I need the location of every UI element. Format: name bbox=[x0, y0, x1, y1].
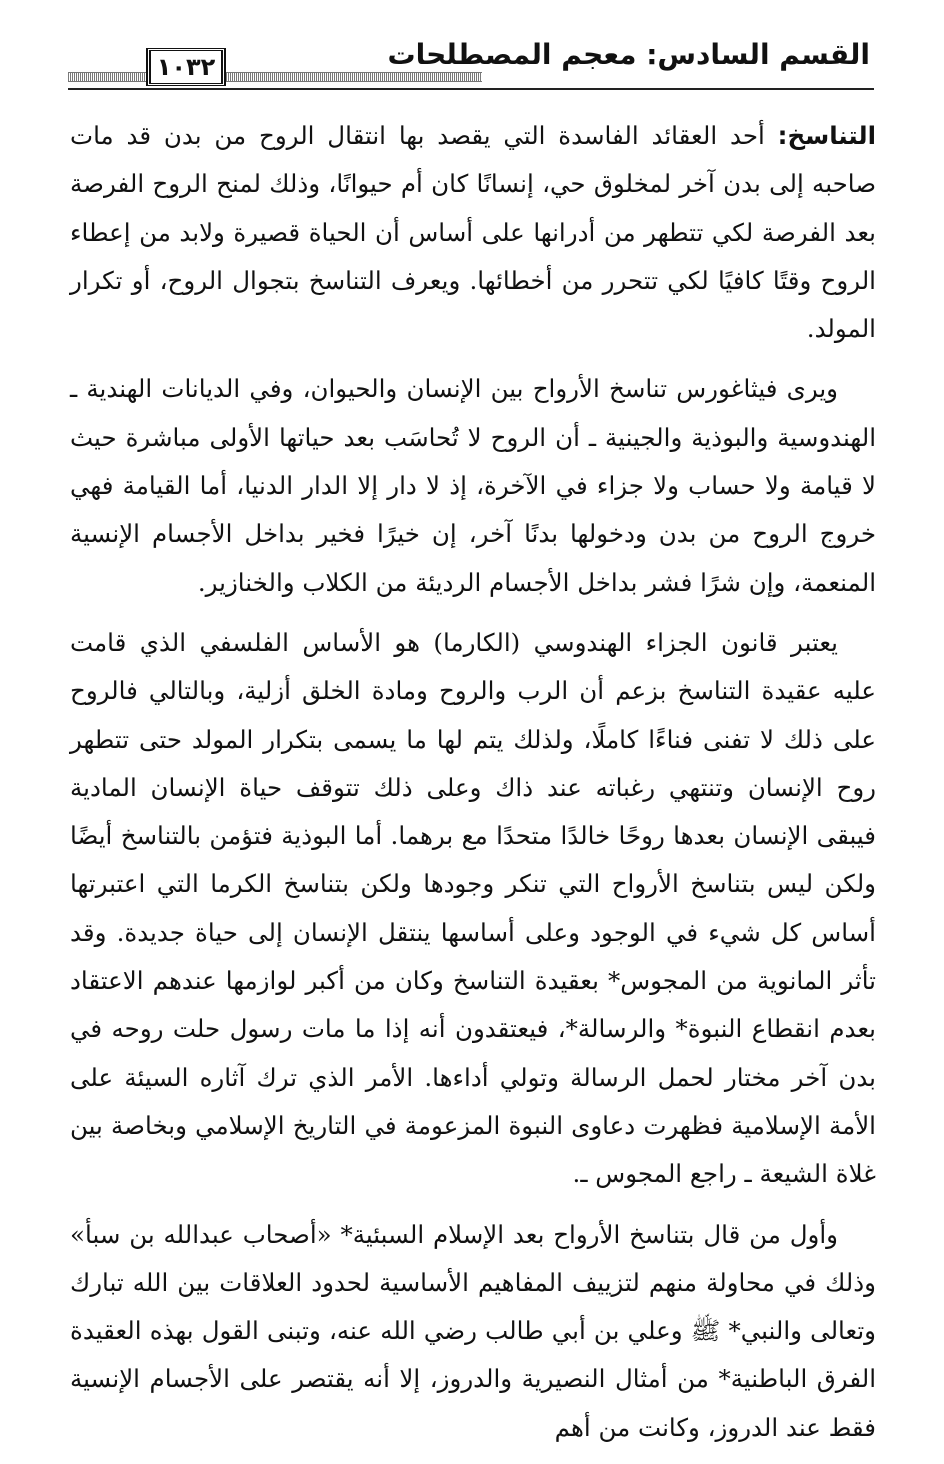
entry-paragraph-2: ويرى فيثاغورس تناسخ الأرواح بين الإنسان والحيوان، وفي الديانات الهندية ـ الهندوسية والبوذية والجينية ـ أن الروح لا تُحاسَب بعد حياتها الأولى مباشرة حيث لا قيامة ولا حساب ولا جزاء في الآخرة، إذ لا دار إلا الدار الدنيا، أما القيامة فهي خروج الروح من بدن ودخولها بدنًا آخر، إن خيرًا فخير بداخل الأجسام الإنسية المنعمة، وإن شرًا فشر بداخل الأجسام الرديئة من الكلاب والخنازير. bbox=[70, 374, 876, 597]
entry-paragraph-4: وأول من قال بتناسخ الأرواح بعد الإسلام السبئية* «أصحاب عبدالله بن سبأ» وذلك في محاولة منهم لتزييف المفاهيم الأساسية لحدود العلاقات بين الله تبارك وتعالى والنبي* ﷺ وعلي بن أبي طالب رضي الله عنه، وتبنى القول بهذه العقيدة الفرق الباطنية* من أمثال النصيرية والدروز، إلا أنه يقتصر على الأجسام الإنسية فقط عند الدروز، وكانت من أهم bbox=[70, 1219, 876, 1442]
paragraph-text: أحد العقائد الفاسدة التي يقصد بها انتقال الروح من بدن قد مات صاحبه إلى بدن آخر لمخلوق حي، إنسانًا كان أم حيوانًا، وذلك لمنح الروح الفرصة بعد الفرصة لكي تتطهر من أدرانها على أساس أن الحياة قصيرة ولابد من إعطاء الروح وقتًا كافيًا لكي تتحرر من أخطائها. ويعرف التناسخ بتجوال الروح، أو تكرار المولد. bbox=[70, 121, 876, 344]
page-number: ١٠٣٢ bbox=[146, 48, 226, 86]
entry-paragraph-1 bbox=[70, 112, 876, 353]
entry-paragraph-3: يعتبر قانون الجزاء الهندوسي (الكارما) هو الأساس الفلسفي الذي قامت عليه عقيدة التناسخ بزعم أن الرب والروح ومادة الخلق أزلية، وبالتالي فالروح على ذلك لا تفنى فناءًا كاملًا، ولذلك يتم لها ما يسمى بتكرار المولد حتى تتطهر روح الإنسان وتنتهي رغباته عند ذاك وعلى ذلك تتوقف حياة الإنسان المادية فيبقى الإنسان بعدها روحًا خالدًا متحدًا مع برهما. أما البوذية فتؤمن بالتناسخ أيضًا ولكن ليس بتناسخ الأرواح التي تنكر وجودها ولكن بتناسخ الكرما التي اعتبرتها أساس كل شيء في الوجود وعلى أساسها ينتقل الإنسان إلى حياة جديدة. وقد تأثر المانوية من المجوس* بعقيدة التناسخ وكان من أكبر لوازمها عندهم الاعتقاد بعدم انقطاع النبوة* والرسالة*، فيعتقدون أنه إذا ما مات رسول حلت روحه في بدن آخر مختار لحمل الرسالة وتولي أداءها. الأمر الذي ترك آثاره السيئة على الأمة الإسلامية فظهرت دعاوى النبوة المزعومة في التاريخ الإسلامي وبخاصة بين غلاة الشيعة ـ راجع المجوس ـ. bbox=[70, 627, 876, 1189]
running-header bbox=[68, 36, 874, 90]
header-hatch-rule bbox=[226, 72, 482, 82]
header-divider bbox=[68, 88, 874, 90]
page-body bbox=[70, 112, 876, 1464]
section-title: القسم السادس: معجم المصطلحات bbox=[387, 38, 870, 71]
header-hatch-rule-left bbox=[68, 72, 146, 82]
entry-term: التناسخ: bbox=[777, 121, 876, 150]
